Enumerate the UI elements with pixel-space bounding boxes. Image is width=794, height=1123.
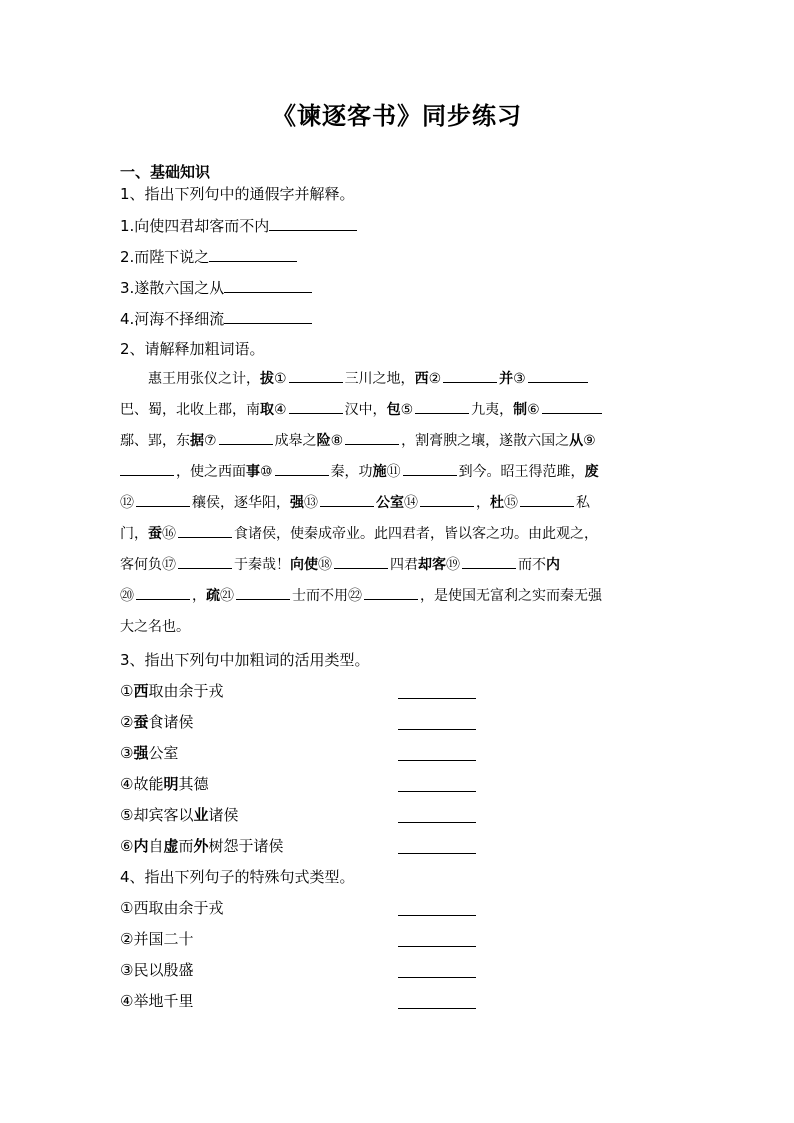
passage-text: ，割膏腴之壤，遂散六国之 bbox=[401, 433, 570, 449]
question-4-prompt: 4、指出下列句子的特殊句式类型。 bbox=[120, 868, 355, 886]
q3-item bbox=[120, 743, 178, 763]
bold-word: 险 bbox=[316, 433, 331, 449]
bold-word: 业 bbox=[193, 806, 209, 824]
answer-blank[interactable] bbox=[289, 368, 343, 383]
passage-line bbox=[120, 550, 676, 581]
bold-word: 包 bbox=[386, 402, 401, 418]
passage-line bbox=[120, 519, 676, 550]
bold-word: 杜 bbox=[490, 495, 504, 511]
question-2-prompt: 2、请解释加粗词语。 bbox=[120, 340, 265, 358]
q1-item-text: 1.向使四君却客而不内 bbox=[120, 217, 270, 235]
passage-line bbox=[120, 612, 676, 643]
q3-item bbox=[120, 774, 208, 794]
q3-item-text: ⑤却宾客以 bbox=[120, 806, 194, 824]
q3-item-text: 而 bbox=[178, 837, 194, 855]
bold-word: 内 bbox=[546, 557, 560, 573]
q1-item bbox=[120, 308, 312, 329]
passage-line bbox=[120, 581, 676, 612]
answer-blank[interactable] bbox=[136, 585, 190, 600]
blank-number: ⑰ bbox=[162, 557, 176, 573]
page-title: 《谏逐客书》同步练习 bbox=[272, 101, 522, 130]
bold-word: 向使 bbox=[290, 557, 318, 573]
answer-blank[interactable] bbox=[542, 399, 602, 414]
answer-blank[interactable] bbox=[178, 554, 232, 569]
passage-text: 穰侯，逐华阳， bbox=[192, 495, 290, 511]
passage-text: 九夷， bbox=[471, 402, 514, 418]
bold-word: 事 bbox=[246, 464, 260, 480]
answer-blank[interactable] bbox=[136, 492, 190, 507]
q3-item bbox=[120, 681, 223, 701]
section-heading: 一、基础知识 bbox=[120, 163, 211, 181]
q1-item bbox=[120, 246, 297, 267]
q3-item-text: ④故能 bbox=[120, 775, 164, 793]
passage-text: ， bbox=[476, 495, 490, 511]
passage-text: 大之名也。 bbox=[120, 619, 190, 635]
q3-item bbox=[120, 712, 193, 732]
answer-blank[interactable] bbox=[528, 368, 588, 383]
bold-word: 却客 bbox=[418, 557, 446, 573]
passage-text: 秦，功 bbox=[330, 464, 373, 480]
question-1-prompt: 1、指出下列句中的通假字并解释。 bbox=[120, 185, 355, 203]
blank-number: ② bbox=[428, 371, 442, 387]
bold-word: 并 bbox=[499, 371, 514, 387]
q1-item bbox=[120, 277, 312, 298]
bold-word: 蚕 bbox=[148, 526, 162, 542]
bold-word: 制 bbox=[513, 402, 528, 418]
q1-item-text: 2.而陛下说之 bbox=[120, 248, 210, 266]
passage-text: ，使之西面 bbox=[176, 464, 246, 480]
q1-item-text: 4.河海不择细流 bbox=[120, 310, 225, 328]
bold-word: 施 bbox=[372, 464, 387, 480]
blank-number: ⑧ bbox=[330, 433, 344, 449]
bold-word: 从 bbox=[569, 433, 584, 449]
answer-blank[interactable] bbox=[415, 399, 469, 414]
answer-blank[interactable] bbox=[275, 461, 329, 476]
answer-blank[interactable] bbox=[398, 790, 476, 792]
blank-number: ⑤ bbox=[400, 402, 414, 418]
passage-text: ，是使国无富利之实而秦无强 bbox=[420, 588, 602, 604]
passage-text: 士而不用 bbox=[292, 588, 348, 604]
blank-number: ⑲ bbox=[446, 557, 460, 573]
answer-blank[interactable] bbox=[178, 523, 232, 538]
blank-number: ㉑ bbox=[220, 588, 234, 604]
blank-number: ④ bbox=[274, 402, 287, 418]
passage-text: 三川之地， bbox=[344, 371, 415, 387]
bold-word: 强 bbox=[133, 744, 149, 762]
q3-item-text: ② bbox=[120, 713, 134, 731]
bold-word: 内 bbox=[133, 837, 149, 855]
passage-text: 于秦哉！ bbox=[234, 557, 290, 573]
answer-blank[interactable] bbox=[219, 430, 273, 445]
answer-blank[interactable] bbox=[289, 399, 343, 414]
bold-word: 西 bbox=[414, 371, 429, 387]
q1-item-text: 3.遂散六国之从 bbox=[120, 279, 225, 297]
answer-blank[interactable] bbox=[520, 492, 574, 507]
answer-blank[interactable] bbox=[236, 585, 290, 600]
answer-blank[interactable] bbox=[364, 585, 418, 600]
blank-number: ㉒ bbox=[348, 588, 362, 604]
bold-word: 虚 bbox=[163, 837, 179, 855]
passage-text: 而不 bbox=[518, 557, 546, 573]
answer-blank[interactable] bbox=[398, 759, 476, 761]
answer-blank[interactable] bbox=[224, 308, 312, 324]
bold-word: 外 bbox=[193, 837, 209, 855]
bold-word: 拔 bbox=[260, 371, 274, 387]
passage-text: 巴、蜀，北收上郡，南 bbox=[120, 402, 260, 418]
q3-item-text: 食诸侯 bbox=[148, 713, 194, 731]
bold-word: 强 bbox=[290, 495, 304, 511]
answer-blank[interactable] bbox=[398, 821, 476, 823]
blank-number: ⑬ bbox=[304, 495, 318, 511]
q4-item: ③民以殷盛 bbox=[120, 961, 194, 979]
blank-number: ⑫ bbox=[120, 495, 134, 511]
answer-blank[interactable] bbox=[420, 492, 474, 507]
bold-word: 废 bbox=[584, 464, 599, 480]
q3-item-text: ① bbox=[120, 682, 134, 700]
passage-text: 食诸侯，使秦成帝业。此四君者，皆以客之功。由此观之， bbox=[234, 526, 598, 542]
passage-text: 私 bbox=[576, 495, 590, 511]
passage-text: 惠王用张仪之计， bbox=[148, 371, 260, 387]
blank-number: ⑨ bbox=[583, 433, 596, 449]
question-3-prompt: 3、指出下列句中加粗词的活用类型。 bbox=[120, 651, 370, 669]
answer-blank[interactable] bbox=[398, 976, 476, 978]
blank-number: ⑦ bbox=[204, 433, 217, 449]
answer-blank[interactable] bbox=[443, 368, 497, 383]
q3-item-text: 公室 bbox=[148, 744, 179, 762]
q3-item-text: 取由余于戎 bbox=[148, 682, 224, 700]
blank-number: ⑯ bbox=[162, 526, 176, 542]
bold-word: 西 bbox=[133, 682, 149, 700]
q3-item-text: 自 bbox=[148, 837, 164, 855]
passage-text: 汉中， bbox=[344, 402, 387, 418]
q4-item: ④举地千里 bbox=[120, 992, 194, 1010]
answer-blank[interactable] bbox=[403, 461, 457, 476]
passage-line bbox=[120, 395, 676, 426]
blank-number: ① bbox=[274, 371, 287, 387]
bold-word: 据 bbox=[190, 433, 204, 449]
answer-blank[interactable] bbox=[120, 461, 174, 476]
answer-blank[interactable] bbox=[345, 430, 399, 445]
passage-text: 到今。昭王得范雎， bbox=[458, 464, 585, 480]
bold-word: 明 bbox=[163, 775, 179, 793]
answer-blank[interactable] bbox=[398, 697, 476, 699]
passage-text: 鄢、郢，东 bbox=[120, 433, 190, 449]
answer-blank[interactable] bbox=[320, 492, 374, 507]
blank-number: ③ bbox=[513, 371, 526, 387]
passage-line bbox=[120, 364, 676, 395]
bold-word: 疏 bbox=[206, 588, 220, 604]
passage-line bbox=[120, 488, 676, 519]
passage-text: 四君 bbox=[390, 557, 418, 573]
q4-item: ②并国二十 bbox=[120, 930, 194, 948]
q3-item-text: ③ bbox=[120, 744, 134, 762]
passage bbox=[120, 364, 676, 643]
q3-item-text: 其德 bbox=[178, 775, 209, 793]
passage-text: ， bbox=[192, 588, 206, 604]
q3-item-text: 树怨于诸侯 bbox=[208, 837, 284, 855]
q3-item-text: 诸侯 bbox=[208, 806, 239, 824]
answer-blank[interactable] bbox=[398, 945, 476, 947]
blank-number: ⑥ bbox=[527, 402, 540, 418]
q4-item: ①西取由余于戎 bbox=[120, 899, 224, 917]
answer-blank[interactable] bbox=[462, 554, 516, 569]
blank-number: ⑮ bbox=[504, 495, 518, 511]
answer-blank[interactable] bbox=[224, 277, 312, 293]
bold-word: 公室 bbox=[376, 495, 404, 511]
blank-number: ⑪ bbox=[386, 464, 401, 480]
passage-text: 门， bbox=[120, 526, 148, 542]
answer-blank[interactable] bbox=[398, 852, 476, 854]
q3-item bbox=[120, 836, 284, 856]
answer-blank[interactable] bbox=[334, 554, 388, 569]
answer-blank[interactable] bbox=[209, 246, 297, 262]
passage-line bbox=[120, 457, 676, 488]
answer-blank[interactable] bbox=[269, 215, 357, 231]
blank-number: ⑭ bbox=[404, 495, 418, 511]
passage-text: 客何负 bbox=[120, 557, 162, 573]
bold-word: 取 bbox=[260, 402, 274, 418]
q3-item bbox=[120, 805, 238, 825]
passage-line bbox=[120, 426, 676, 457]
answer-blank[interactable] bbox=[398, 914, 476, 916]
q3-item-text: ⑥ bbox=[120, 837, 134, 855]
q1-item bbox=[120, 215, 357, 236]
bold-word: 蚕 bbox=[133, 713, 149, 731]
blank-number: ⑳ bbox=[120, 588, 134, 604]
answer-blank[interactable] bbox=[398, 1007, 476, 1009]
blank-number: ⑱ bbox=[318, 557, 332, 573]
passage-text: 成皋之 bbox=[274, 433, 317, 449]
blank-number: ⑩ bbox=[260, 464, 273, 480]
answer-blank[interactable] bbox=[398, 728, 476, 730]
